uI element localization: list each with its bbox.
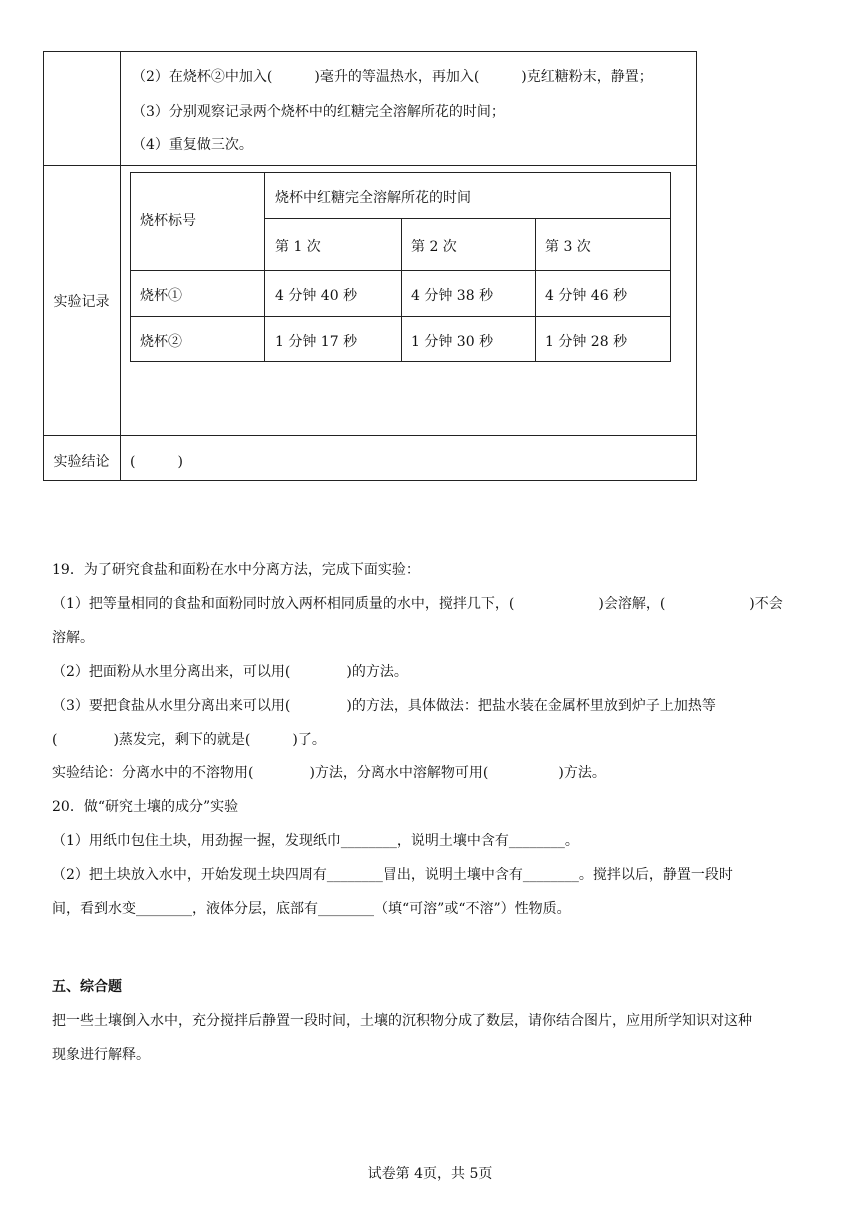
time-cell: 1 分钟 28 秒 <box>545 334 628 350</box>
trial-header: 第 3 次 <box>545 239 591 255</box>
q19-title: 19．为了研究食盐和面粉在水中分离方法，完成下面实验： <box>52 562 420 578</box>
section5-question-cont: 现象进行解释。 <box>52 1047 150 1063</box>
record-col-divider <box>401 218 402 362</box>
q19-conclusion: 实验结论：分离水中的不溶物用( )方法，分离水中溶解物可用( )方法。 <box>52 765 606 781</box>
time-cell: 4 分钟 38 秒 <box>411 288 494 304</box>
q19-part2: （2）把面粉从水里分离出来，可以用( )的方法。 <box>52 664 408 680</box>
table-row-divider <box>43 435 697 436</box>
record-header-time: 烧杯中红糖完全溶解所花的时间 <box>275 190 471 206</box>
step-4: （4）重复做三次。 <box>132 137 253 153</box>
page-footer: 试卷第 4页，共 5页 <box>367 1166 493 1182</box>
step-2: （2）在烧杯②中加入( )毫升的等温热水，再加入( )克红糖粉末，静置； <box>132 69 653 85</box>
q19-part3-cont: ( )蒸发完，剩下的就是( )了。 <box>52 732 326 748</box>
record-row-divider <box>130 316 671 317</box>
q20-title: 20．做“研究土壤的成分”实验 <box>52 799 239 815</box>
conclusion-label: 实验结论 <box>53 454 110 470</box>
record-header-cup: 烧杯标号 <box>140 213 196 229</box>
table-row-divider <box>43 165 697 166</box>
q19-part1: （1）把等量相同的食盐和面粉同时放入两杯相同质量的水中，搅拌几下，( )会溶解，( )不会 <box>52 596 783 612</box>
step-3: （3）分别观察记录两个烧杯中的红糖完全溶解所花的时间； <box>132 104 505 120</box>
record-col-divider <box>535 218 536 362</box>
trial-header: 第 1 次 <box>275 239 321 255</box>
cup-label: 烧杯② <box>140 334 182 350</box>
record-col-divider <box>264 172 265 362</box>
time-cell: 1 分钟 30 秒 <box>411 334 494 350</box>
q20-part2: （2）把土块放入水中，开始发现土块四周有________冒出，说明土壤中含有________。搅拌以后，静置一段时 <box>52 867 733 883</box>
cup-label: 烧杯① <box>140 288 182 304</box>
section-title: 五、综合题 <box>52 979 122 995</box>
time-cell: 4 分钟 40 秒 <box>275 288 358 304</box>
record-row-divider <box>264 218 671 219</box>
conclusion-answer-blank: ( ) <box>130 454 183 470</box>
q20-part2-cont: 间，看到水变________，液体分层，底部有________（填“可溶”或“不溶”）性物质。 <box>52 901 571 917</box>
q19-part1-cont: 溶解。 <box>52 630 94 646</box>
trial-header: 第 2 次 <box>411 239 457 255</box>
table-column-divider <box>120 51 121 481</box>
section5-question: 把一些土壤倒入水中，充分搅拌后静置一段时间，土壤的沉积物分成了数层，请你结合图片，应用所学知识对这种 <box>52 1013 752 1029</box>
q19-part3: （3）要把食盐从水里分离出来可以用( )的方法，具体做法：把盐水装在金属杯里放到炉子上加热等 <box>52 698 716 714</box>
record-row-divider <box>130 270 671 271</box>
time-cell: 1 分钟 17 秒 <box>275 334 358 350</box>
time-cell: 4 分钟 46 秒 <box>545 288 628 304</box>
q20-part1: （1）用纸巾包住土块，用劲握一握，发现纸巾________，说明土壤中含有________。 <box>52 833 579 849</box>
record-label: 实验记录 <box>53 294 110 310</box>
